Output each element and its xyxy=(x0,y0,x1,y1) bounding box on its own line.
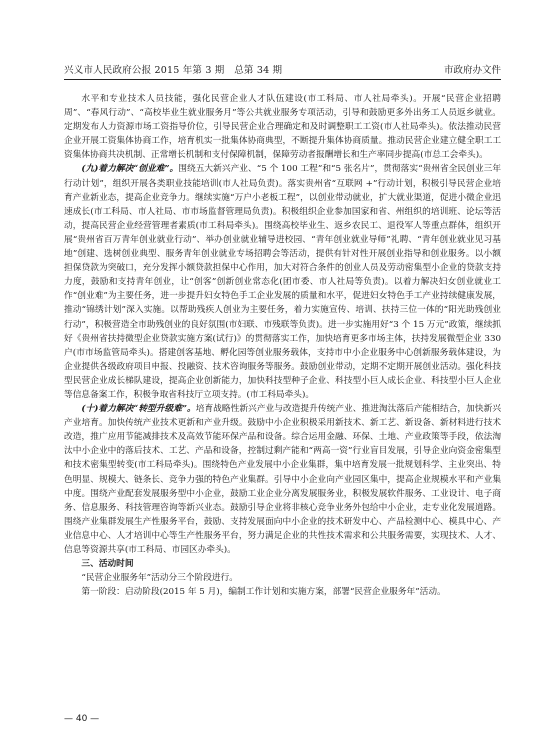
paragraph-text: 培育战略性新兴产业与改造提升传统产业、推进淘汰落后产能相结合，加快新兴产业培育。加快传统产业技术更新和产业升级。鼓励中小企业积极采用新技术、新工艺、新设备、新材料进行技术改造，推广应用节能减排技术及高效节能环保产品和设备。综合运用金融、环保、土地、产业政策等手段，依法淘汰中小企业中的落后技术、工艺、产品和设备，控制过剩产能和“两高一资”行业盲目发展，引导企业向资金密集型和技术密集型转变(市工科局牵头)。围绕特色产业发展中小企业集群，集中培育发展一批规划科学、主业突出、特色明显、规模大、链条长、竞争力强的特色产业集群。引导中小企业向产业园区集中，提高企业规模水平和产业集中度。围绕产业配套发展服务型中小企业，鼓励工业企业分离发展服务业，积极发展软件服务、工业设计、电子商务、信息服务、科技管理咨询等新兴业态。鼓励引导企业将非核心竞争业务外包给中小企业，走专业化发展道路。围绕产业集群发展生产性服务平台，鼓励、支持发展面向中小企业的技术研发中心、产品检测中心、模具中心、产业信息中心、人才培训中心等生产性服务平台，努力满足企业的共性技术需求和公共服务需要，实现技术、人才、信息等资源共享(市工科局、市园区办牵头)。 xyxy=(64,404,502,555)
paragraph: 水平和专业技术人员技能，强化民营企业人才队伍建设(市工科局、市人社局牵头)。开展“民营企业招聘周”、“春风行动”、“高校毕业生就业服务月”等公共就业服务专项活动，引导和鼓励更多外出务工人员返乡就业。定期发布人力资源市场工资指导价位，引导民营企业合理确定和及时调整职工工资(市人社局牵头)。依法推动民营企业开展工资集体协商工作，培育机实一批集体协商典型，不断提升集体协商质量。推动民营企业建立健全职工工资集体协商共决机制、正常增长机制和支付保障机制，保障劳动者报酬增长和生产率同步提高(市总工会牵头)。 xyxy=(64,94,501,161)
paragraph-lead: (九)着力解决“创业难”。 xyxy=(81,164,179,175)
page-header xyxy=(64,58,501,80)
paragraph-text: 围绕五大新兴产业、“5 个 100 工程”和“5 张名片”，贯彻落实“贵州省全民创业三年行动计划”，组织开展各类职业技能培训(市人社局负责)。落实贵州省“互联网 +”行动计划，积极引导民营企业培育产业新业态，提高企业竞争力。继续实施“万户小老板工程”，以创业带动就业，扩大就业渠道，促进小微企业迅速成长(市工科局、市人社局、市市场监督管理局负责)。积极组织企业参加国家和省、州组织的培训班、论坛等活动，提高民营企业经营管理者素质(市工科局牵头)。围绕高校毕业生、返乡农民工、退役军人等重点群体，组织开展“贵州省百万青年创业就业行动”、举办创业就业辅导进校园、“青年创业就业导师”礼聘、“青年创业就业见习基地”创建、选树创业典型、服务青年创业就业专场招聘会等活动，提供有针对性开展创业指导和创业服务。以小额担保贷款为突破口，充分发挥小额贷款担保中心作用，加大对符合条件的创业人员及劳动密集型小企业的贷款支持力度，鼓励和支持青年创业，让“创客”创新创业常态化(团市委、市人社局等负责)。以着力解决妇女创业就业工作“创业难”为主要任务，进一步提升妇女特色手工企业发展的质量和水平，促进妇女特色手工产业持续健康发展，推动“锦绣计划”深入实施。以帮助残疾人创业为主要任务，着力实施宣传、培训、扶持三位一体的“阳光助残创业行动”，积极营造全市助残创业的良好氛围(市妇联、市残联等负责)。进一步实施用好“3 个 15 万元”政策，继续抓好《贵州省扶持微型企业贷款实施方案(试行)》的贯彻落实工作，加快培育更多市场主体，扶持发展微型企业 330 户(市市场监管局牵头)。搭建创客基地、孵化园等创业服务载体，支持市中小企业服务中心创新服务载体建设，为企业提供各级政府项目申报、投融资、技术咨询服务等服务。鼓励创业带动，定期不定期开展创业活动。强化科技型民营企业成长梯队建设，提高企业创新能力，加快科技型种子企业、科技型小巨人成长企业、科技型小巨人企业等信息备案工作，积极争取省科技厅立项支持。(市工科局牵头)。 xyxy=(64,164,502,400)
section-heading: 三、活动时间 xyxy=(81,559,134,570)
paragraph xyxy=(64,162,501,402)
header-rule xyxy=(64,79,501,80)
paragraph xyxy=(64,402,501,557)
article-body xyxy=(64,92,501,599)
page-number: — 40 — xyxy=(64,714,100,724)
publication-title: 兴义市人民政府公报 2015 年第 3 期 总第 34 期 xyxy=(64,65,283,76)
paragraph-lead: (十)着力解决“转型升级难”。 xyxy=(81,404,196,415)
paragraph: 第一阶段：启动阶段(2015 年 5 月)，编制工作计划和实施方案，部署“民营企业服务年”活动。 xyxy=(81,587,446,598)
section-title: 市政府办文件 xyxy=(443,65,501,76)
paragraph: “民营企业服务年”活动分三个阶段进行。 xyxy=(81,573,238,584)
